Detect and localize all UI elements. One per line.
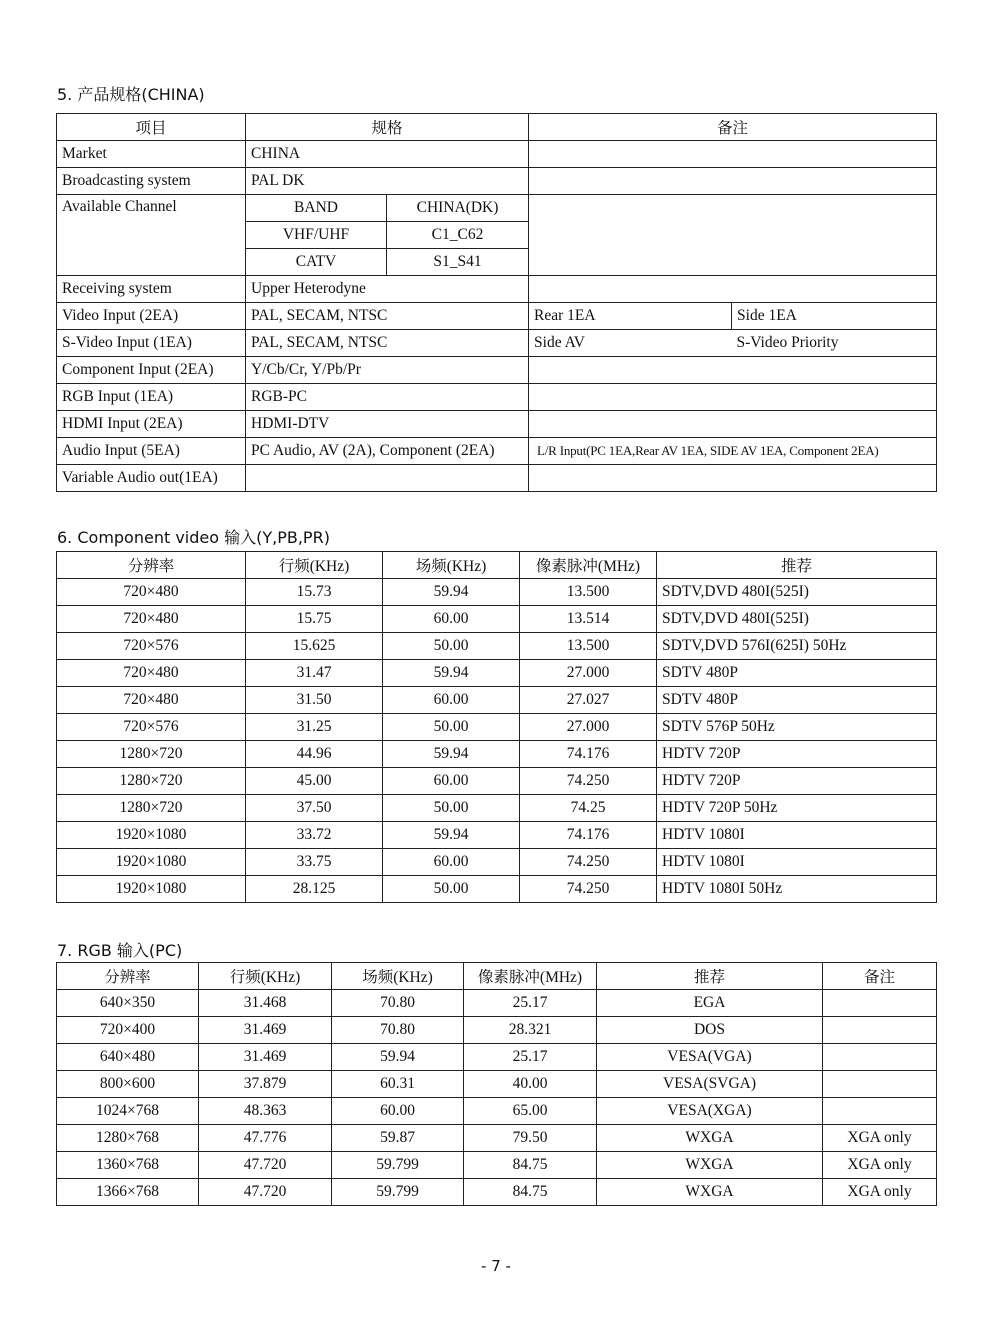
- table-cell: XGA only: [823, 1125, 937, 1152]
- table-cell: 74.176: [520, 741, 657, 768]
- row-value: HDMI-DTV: [246, 411, 529, 438]
- row-value: PAL, SECAM, NTSC: [246, 330, 529, 357]
- row-label: Variable Audio out(1EA): [57, 465, 246, 492]
- table-cell: WXGA: [597, 1152, 823, 1179]
- table-cell: 50.00: [383, 795, 520, 822]
- table-row: [57, 1125, 937, 1152]
- channel-cell: CATV: [246, 249, 387, 276]
- row-note: [529, 276, 937, 303]
- table-row: [57, 411, 937, 438]
- table-cell: 70.80: [332, 990, 464, 1017]
- table-cell: 31.468: [199, 990, 332, 1017]
- row-note: [529, 357, 937, 384]
- table-row: [57, 1017, 937, 1044]
- header-hfreq: 行频(KHz): [199, 963, 332, 990]
- table-cell: 59.799: [332, 1179, 464, 1206]
- table-cell: 59.87: [332, 1125, 464, 1152]
- row-note: Rear 1EA: [529, 303, 732, 330]
- table-cell: 47.720: [199, 1152, 332, 1179]
- row-value: Upper Heterodyne: [246, 276, 529, 303]
- table-cell: HDTV 1080I: [657, 822, 937, 849]
- table-cell: 44.96: [246, 741, 383, 768]
- table-cell: 33.75: [246, 849, 383, 876]
- header-recommend: 推荐: [597, 963, 823, 990]
- row-note: S-Video Priority: [732, 330, 937, 357]
- table-cell: 74.25: [520, 795, 657, 822]
- table-cell: 15.73: [246, 579, 383, 606]
- component-video-table: [56, 551, 937, 903]
- table-row: [57, 822, 937, 849]
- table-cell: 13.500: [520, 633, 657, 660]
- table-cell: SDTV,DVD 480I(525I): [657, 606, 937, 633]
- table-cell: 31.469: [199, 1044, 332, 1071]
- table-cell: VESA(SVGA): [597, 1071, 823, 1098]
- table-cell: 50.00: [383, 876, 520, 903]
- table-row: [57, 687, 937, 714]
- table-cell: SDTV 480P: [657, 660, 937, 687]
- table-cell: XGA only: [823, 1179, 937, 1206]
- header-recommend: 推荐: [657, 552, 937, 579]
- table-row: [57, 195, 937, 222]
- table-cell: 13.500: [520, 579, 657, 606]
- table-cell: SDTV 576P 50Hz: [657, 714, 937, 741]
- header-pixel-clock: 像素脉冲(MHz): [520, 552, 657, 579]
- rgb-input-table: [56, 962, 937, 1206]
- row-value: CHINA: [246, 141, 529, 168]
- table-cell: 27.000: [520, 714, 657, 741]
- table-cell: 74.250: [520, 768, 657, 795]
- channel-cell: BAND: [246, 195, 387, 222]
- table-cell: 1920×1080: [57, 849, 246, 876]
- table-cell: 1920×1080: [57, 876, 246, 903]
- row-label: S-Video Input (1EA): [57, 330, 246, 357]
- table-cell: 59.94: [383, 741, 520, 768]
- table-cell: 31.469: [199, 1017, 332, 1044]
- table-header-row: [57, 963, 937, 990]
- table-cell: 59.799: [332, 1152, 464, 1179]
- table-cell: WXGA: [597, 1179, 823, 1206]
- table-cell: HDTV 720P: [657, 741, 937, 768]
- row-note: Side 1EA: [732, 303, 937, 330]
- table-row: [57, 741, 937, 768]
- table-cell: 1024×768: [57, 1098, 199, 1125]
- table-header-row: [57, 114, 937, 141]
- table-cell: VESA(VGA): [597, 1044, 823, 1071]
- table-cell: 40.00: [464, 1071, 597, 1098]
- table-cell: 60.00: [383, 768, 520, 795]
- table-cell: 640×480: [57, 1044, 199, 1071]
- row-note: [529, 168, 937, 195]
- table-row: [57, 357, 937, 384]
- table-cell: SDTV,DVD 576I(625I) 50Hz: [657, 633, 937, 660]
- table-row: [57, 276, 937, 303]
- table-cell: 1280×720: [57, 795, 246, 822]
- table-header-row: [57, 552, 937, 579]
- table-cell: 28.125: [246, 876, 383, 903]
- table-cell: 37.879: [199, 1071, 332, 1098]
- table-cell: VESA(XGA): [597, 1098, 823, 1125]
- table-row: [57, 633, 937, 660]
- table-cell: 60.00: [383, 849, 520, 876]
- table-cell: 720×480: [57, 687, 246, 714]
- row-label: Market: [57, 141, 246, 168]
- table-cell: 37.50: [246, 795, 383, 822]
- section-5-title: 5. 产品规格(CHINA): [57, 85, 205, 104]
- table-cell: 720×576: [57, 714, 246, 741]
- table-row: [57, 168, 937, 195]
- table-cell: 25.17: [464, 1044, 597, 1071]
- table-cell: 60.31: [332, 1071, 464, 1098]
- table-cell: WXGA: [597, 1125, 823, 1152]
- table-row: [57, 579, 937, 606]
- table-cell: 60.00: [332, 1098, 464, 1125]
- table-cell: 33.72: [246, 822, 383, 849]
- header-resolution: 分辨率: [57, 552, 246, 579]
- header-note: 备注: [823, 963, 937, 990]
- table-cell: HDTV 1080I: [657, 849, 937, 876]
- row-value: PAL DK: [246, 168, 529, 195]
- table-cell: [823, 1071, 937, 1098]
- table-cell: 47.776: [199, 1125, 332, 1152]
- section-6-title: 6. Component video 输入(Y,PB,PR): [57, 528, 330, 547]
- table-cell: 800×600: [57, 1071, 199, 1098]
- table-cell: 84.75: [464, 1179, 597, 1206]
- table-cell: XGA only: [823, 1152, 937, 1179]
- table-cell: 15.625: [246, 633, 383, 660]
- table-row: [57, 1179, 937, 1206]
- header-resolution: 分辨率: [57, 963, 199, 990]
- header-vfreq: 场频(KHz): [383, 552, 520, 579]
- table-row: [57, 876, 937, 903]
- channel-cell: C1_C62: [387, 222, 529, 249]
- table-cell: EGA: [597, 990, 823, 1017]
- page-number: - 7 -: [481, 1257, 511, 1275]
- table-cell: 1280×720: [57, 768, 246, 795]
- table-row: [57, 606, 937, 633]
- table-cell: 59.94: [383, 579, 520, 606]
- table-cell: 31.47: [246, 660, 383, 687]
- table-cell: 50.00: [383, 714, 520, 741]
- table-row: [57, 768, 937, 795]
- table-row: [57, 1044, 937, 1071]
- row-value: RGB-PC: [246, 384, 529, 411]
- section-7-title: 7. RGB 输入(PC): [57, 941, 183, 960]
- table-row: [57, 714, 937, 741]
- table-cell: 1360×768: [57, 1152, 199, 1179]
- header-hfreq: 行频(KHz): [246, 552, 383, 579]
- table-cell: 1280×768: [57, 1125, 199, 1152]
- channel-cell: S1_S41: [387, 249, 529, 276]
- table-cell: 13.514: [520, 606, 657, 633]
- row-value: PAL, SECAM, NTSC: [246, 303, 529, 330]
- spec-table: [56, 113, 937, 492]
- table-cell: 31.25: [246, 714, 383, 741]
- header-vfreq: 场频(KHz): [332, 963, 464, 990]
- table-cell: 74.176: [520, 822, 657, 849]
- table-cell: 1280×720: [57, 741, 246, 768]
- table-row: [57, 1152, 937, 1179]
- table-row: [57, 330, 937, 357]
- table-cell: HDTV 720P 50Hz: [657, 795, 937, 822]
- row-label: Audio Input (5EA): [57, 438, 246, 465]
- table-cell: HDTV 1080I 50Hz: [657, 876, 937, 903]
- table-cell: SDTV 480P: [657, 687, 937, 714]
- table-row: [57, 1098, 937, 1125]
- table-cell: 45.00: [246, 768, 383, 795]
- table-cell: 59.94: [383, 822, 520, 849]
- row-note: [529, 384, 937, 411]
- row-note: [529, 465, 937, 492]
- header-pixel-clock: 像素脉冲(MHz): [464, 963, 597, 990]
- table-cell: 27.000: [520, 660, 657, 687]
- row-label: Receiving system: [57, 276, 246, 303]
- table-row: [57, 384, 937, 411]
- row-note: Side AV: [529, 330, 732, 357]
- row-value: PC Audio, AV (2A), Component (2EA): [246, 438, 529, 465]
- row-note: [529, 411, 937, 438]
- table-cell: 720×400: [57, 1017, 199, 1044]
- table-cell: DOS: [597, 1017, 823, 1044]
- table-cell: 74.250: [520, 849, 657, 876]
- table-cell: 70.80: [332, 1017, 464, 1044]
- table-cell: SDTV,DVD 480I(525I): [657, 579, 937, 606]
- table-cell: 59.94: [332, 1044, 464, 1071]
- table-cell: 1920×1080: [57, 822, 246, 849]
- row-label: Available Channel: [57, 195, 246, 276]
- table-row: [57, 303, 937, 330]
- table-cell: [823, 1044, 937, 1071]
- table-row: [57, 660, 937, 687]
- table-cell: 79.50: [464, 1125, 597, 1152]
- table-row: [57, 465, 937, 492]
- table-cell: [823, 990, 937, 1017]
- table-cell: HDTV 720P: [657, 768, 937, 795]
- table-row: [57, 990, 937, 1017]
- channel-cell: CHINA(DK): [387, 195, 529, 222]
- row-value: Y/Cb/Cr, Y/Pb/Pr: [246, 357, 529, 384]
- row-label: Component Input (2EA): [57, 357, 246, 384]
- table-row: [57, 1071, 937, 1098]
- table-cell: 720×480: [57, 579, 246, 606]
- table-cell: 59.94: [383, 660, 520, 687]
- channel-cell: VHF/UHF: [246, 222, 387, 249]
- header-note: 备注: [529, 114, 937, 141]
- table-cell: [823, 1098, 937, 1125]
- row-note: [529, 141, 937, 168]
- table-cell: 65.00: [464, 1098, 597, 1125]
- table-cell: 720×480: [57, 606, 246, 633]
- row-label: Video Input (2EA): [57, 303, 246, 330]
- table-cell: 31.50: [246, 687, 383, 714]
- header-spec: 规格: [246, 114, 529, 141]
- table-cell: 25.17: [464, 990, 597, 1017]
- row-label: HDMI Input (2EA): [57, 411, 246, 438]
- header-item: 项目: [57, 114, 246, 141]
- table-cell: 47.720: [199, 1179, 332, 1206]
- table-cell: 27.027: [520, 687, 657, 714]
- table-cell: 640×350: [57, 990, 199, 1017]
- table-cell: 60.00: [383, 606, 520, 633]
- row-note: [529, 195, 937, 276]
- table-cell: 50.00: [383, 633, 520, 660]
- table-cell: 720×480: [57, 660, 246, 687]
- table-cell: 60.00: [383, 687, 520, 714]
- row-note: L/R Input(PC 1EA,Rear AV 1EA, SIDE AV 1EA, Component 2EA): [529, 438, 937, 465]
- table-cell: 15.75: [246, 606, 383, 633]
- row-label: RGB Input (1EA): [57, 384, 246, 411]
- table-cell: 1366×768: [57, 1179, 199, 1206]
- table-cell: 720×576: [57, 633, 246, 660]
- table-cell: [823, 1017, 937, 1044]
- row-value: [246, 465, 529, 492]
- table-cell: 84.75: [464, 1152, 597, 1179]
- row-label: Broadcasting system: [57, 168, 246, 195]
- table-cell: 48.363: [199, 1098, 332, 1125]
- table-cell: 28.321: [464, 1017, 597, 1044]
- table-row: [57, 141, 937, 168]
- table-row: [57, 849, 937, 876]
- table-row: [57, 795, 937, 822]
- table-row: [57, 438, 937, 465]
- table-cell: 74.250: [520, 876, 657, 903]
